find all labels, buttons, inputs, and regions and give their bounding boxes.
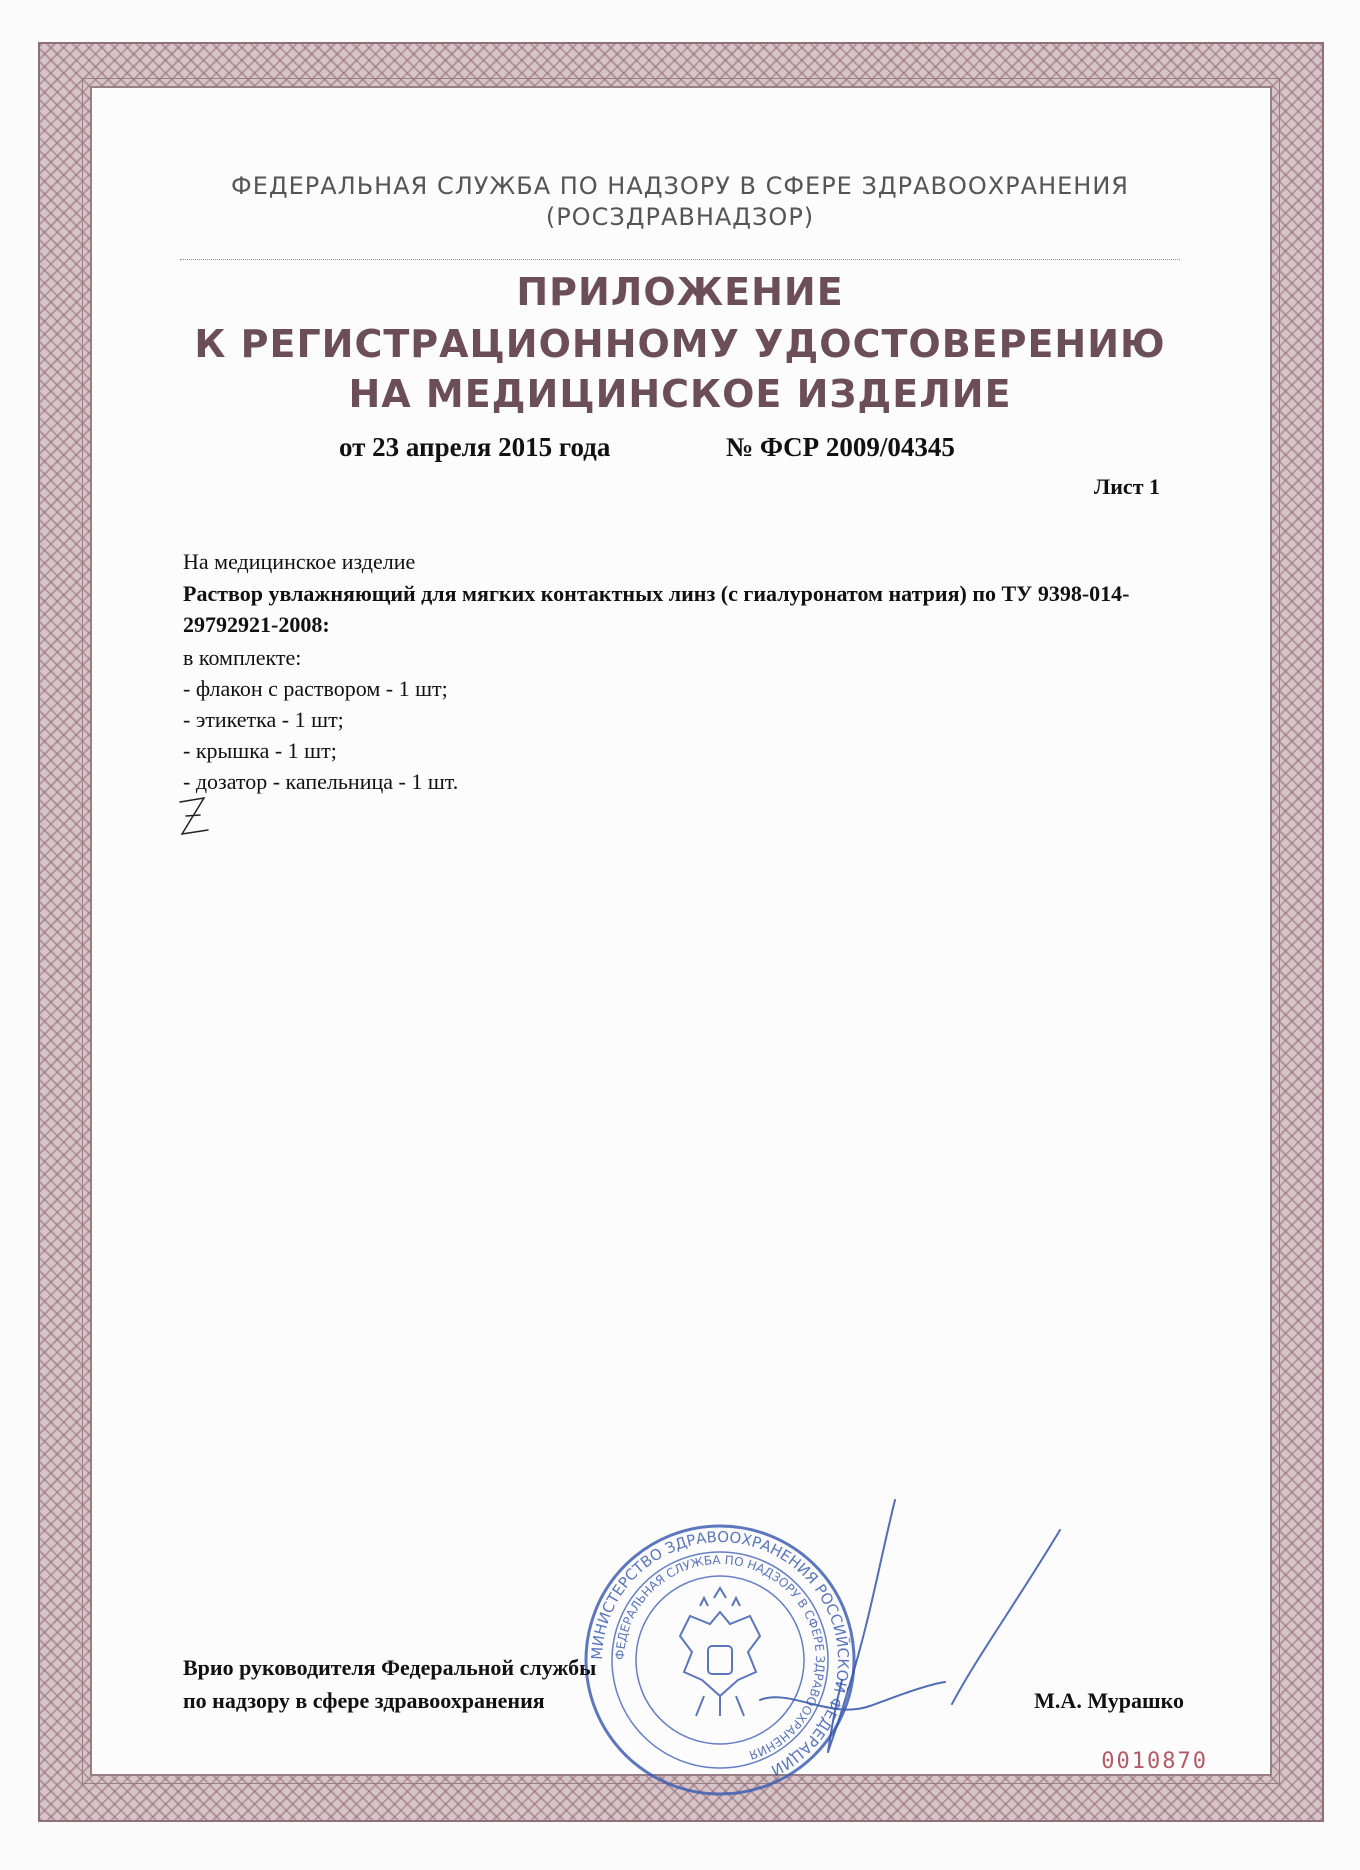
agency-name: ФЕДЕРАЛЬНАЯ СЛУЖБА ПО НАДЗОРУ В СФЕРЕ ЗДРАВООХРАНЕНИЯ <box>231 172 1129 200</box>
registration-number: № ФСР 2009/04345 <box>726 432 955 462</box>
stamp-inner-text: ФЕДЕРАЛЬНАЯ СЛУЖБА ПО НАДЗОРУ В СФЕРЕ ЗДРАВООХРАНЕНИЯ <box>612 1552 828 1763</box>
signer-position-continued: по надзору в сфере здравоохранения <box>183 1688 545 1713</box>
stamp-outer-text: МИНИСТЕРСТВО ЗДРАВООХРАНЕНИЯ РОССИЙСКОЙ ФЕДЕРАЦИИ <box>587 1527 853 1780</box>
kit-item: - дозатор - капельница - 1 шт. <box>183 769 459 794</box>
kit-item: - этикетка - 1 шт; <box>183 707 344 732</box>
header-divider <box>180 259 1180 260</box>
kit-label: в комплекте: <box>183 645 302 670</box>
handwritten-mark <box>170 790 220 840</box>
document-subtitle-2: НА МЕДИЦИНСКОЕ ИЗДЕЛИЕ <box>348 372 1012 416</box>
sheet-number: Лист 1 <box>1093 474 1160 499</box>
agency-abbreviation: (РОСЗДРАВНАДЗОР) <box>545 203 815 231</box>
issue-date: от 23 апреля 2015 года <box>339 432 611 462</box>
form-serial-number: 0010870 <box>1101 1749 1208 1774</box>
kit-item: - флакон с раствором - 1 шт; <box>183 676 448 701</box>
kit-item: - крышка - 1 шт; <box>183 738 337 763</box>
signer-name: М.А. Мурашко <box>1034 1688 1184 1713</box>
signer-position: Врио руководителя Федеральной службы <box>183 1655 597 1680</box>
document-subtitle-1: К РЕГИСТРАЦИОННОМУ УДОСТОВЕРЕНИЮ <box>194 322 1166 366</box>
product-name: Раствор увлажняющий для мягких контактных линз (с гиалуронатом натрия) по ТУ 9398-014-29792921-2008: <box>183 581 1130 637</box>
handwritten-signature <box>720 1490 1080 1760</box>
intro-text: На медицинское изделие <box>183 549 416 574</box>
document-title: ПРИЛОЖЕНИЕ <box>516 270 844 314</box>
